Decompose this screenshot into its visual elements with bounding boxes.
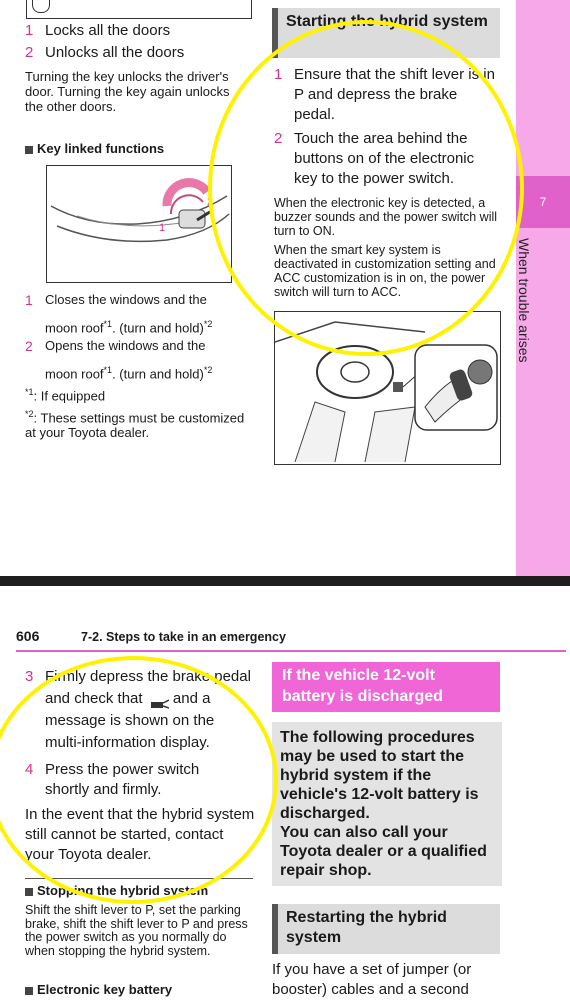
battery-discharged-title: If the vehicle 12-volt battery is discharged — [272, 662, 500, 712]
key-turn-note: Turning the key unlocks the driver's door. Turning the key again unlocks the other doors. — [25, 69, 230, 114]
chapter-number-tab: 7 — [516, 176, 570, 228]
cannot-start-note: In the event that the hybrid system still cannot be started, contact your Toyota dealer. — [25, 806, 255, 863]
figure-mark-2: 2 — [207, 196, 214, 208]
chapter-header: 7-2. Steps to take in an emergency — [81, 630, 286, 644]
electronic-key-battery-title: Electronic key battery — [25, 982, 172, 997]
bullet-square-icon — [25, 888, 33, 896]
battery-discharged-info: The following procedures may be used to start the hybrid system if the vehicle's 12-volt battery is discharged. You can also call your Toyota dealer or a qualified repair shop. — [272, 722, 502, 886]
chapter-title-vertical: When trouble arises — [516, 238, 532, 363]
key-detected-note: When the electronic key is detected, a buzzer sounds and the power switch will turn to ON. — [274, 196, 498, 238]
header-rule — [16, 650, 566, 652]
stopping-hybrid-title: Stopping the hybrid system — [25, 883, 208, 898]
hybrid-system-indicator-icon — [151, 694, 169, 704]
page-number: 606 — [16, 628, 40, 644]
bullet-square-icon — [25, 987, 33, 995]
figure-mark-1: 1 — [159, 222, 166, 234]
previous-figure-edge — [26, 0, 252, 19]
key-linked-functions-title: Key linked functions — [25, 141, 164, 156]
door-handle-illustration — [47, 166, 231, 282]
section-title-starting-hybrid: Starting the hybrid system — [272, 8, 500, 58]
bullet-square-icon — [25, 146, 33, 154]
stopping-hybrid-text: Shift the shift lever to P, set the parking brake, shift the shift lever to P and press the power switch as you normally do when stopping the hybrid system. — [25, 903, 248, 958]
restarting-hybrid-text: If you have a set of jumper (or booster) cables and a second — [272, 961, 472, 998]
car-interior-illustration — [275, 312, 500, 464]
restarting-hybrid-title: Restarting the hybrid system — [272, 904, 500, 954]
footnote-1: $^{*1}$: If equipped — [25, 387, 106, 404]
door-key-figure — [46, 165, 232, 283]
power-switch-figure — [274, 311, 501, 465]
page-divider — [0, 576, 570, 586]
smart-key-note: When the smart key system is deactivated in customization setting and ACC customization is in on, the power switch will turn to ACC. — [274, 243, 496, 299]
left-column-rule — [25, 878, 253, 879]
footnote-2: $^{*2}$: These settings must be customized at your Toyota dealer. — [25, 409, 245, 441]
